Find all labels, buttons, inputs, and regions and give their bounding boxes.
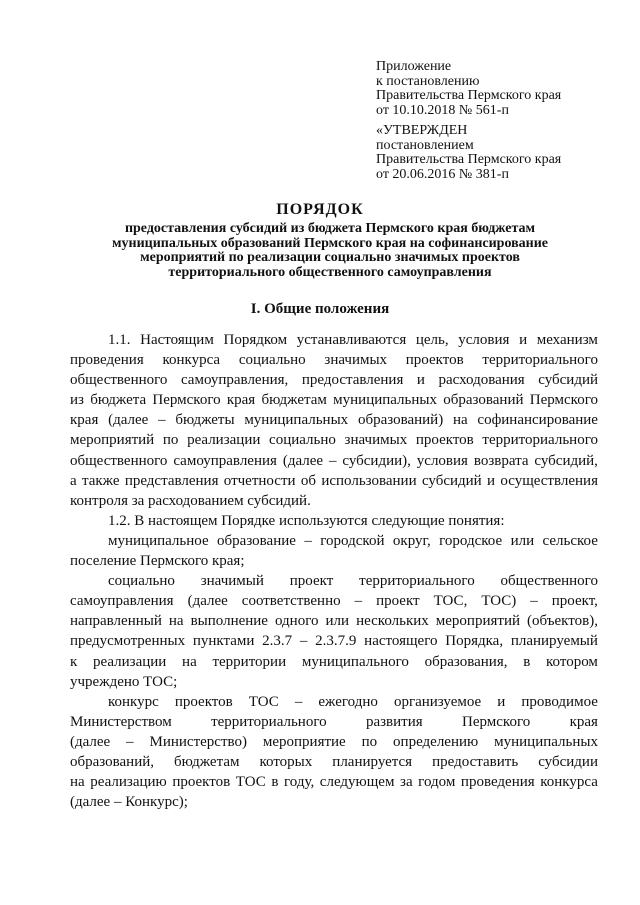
word: – xyxy=(354,593,363,610)
word: ТОС xyxy=(248,693,279,710)
word: или xyxy=(510,532,535,549)
word: территориального xyxy=(482,432,598,449)
document-subtitle xyxy=(80,222,580,280)
word: мероприятий xyxy=(70,432,155,449)
word: настоящего xyxy=(364,633,438,650)
word: к xyxy=(70,653,78,670)
word: по xyxy=(361,733,378,750)
word: образования, xyxy=(424,653,508,670)
word: конкурса xyxy=(540,774,598,791)
paragraph-line xyxy=(70,531,598,551)
word: которых xyxy=(259,753,313,770)
word: об xyxy=(300,472,316,489)
word: муниципальных xyxy=(333,392,437,409)
appendix-note xyxy=(376,60,616,118)
word: планируемый xyxy=(510,633,598,650)
paragraph-line xyxy=(70,390,598,410)
word: значимых xyxy=(344,432,408,449)
word: территории xyxy=(212,653,287,670)
word: образований xyxy=(443,392,524,409)
word: выполнение xyxy=(190,613,268,630)
subtitle-line: предоставления субсидий из бюджета Пермского края бюджетам xyxy=(124,221,536,236)
word: – xyxy=(126,733,134,750)
word: соответственно xyxy=(241,593,341,610)
paragraph-line: (далее – Конкурс); xyxy=(70,794,188,811)
word: субсидий, xyxy=(534,452,598,469)
word: проект xyxy=(289,573,334,590)
word: конкурс xyxy=(108,693,159,710)
word: сельское xyxy=(542,532,598,549)
paragraph-line xyxy=(70,712,598,732)
appendix-line: к постановлению xyxy=(376,73,480,89)
word: проведения xyxy=(70,352,144,369)
word: муниципального xyxy=(301,653,409,670)
word: Порядка, xyxy=(445,633,504,650)
paragraph-line xyxy=(70,591,598,611)
word: образование xyxy=(217,532,296,549)
word: конкурса xyxy=(162,352,221,369)
appendix-line: Правительства Пермского края xyxy=(376,88,562,103)
word: образований) xyxy=(357,412,444,429)
paragraph-line xyxy=(70,772,598,792)
word: а xyxy=(70,472,77,489)
paragraph-line: 1.2. В настоящем Порядке используются следующие понятия: xyxy=(108,512,505,529)
word: расходования xyxy=(438,372,525,389)
word: бюджета xyxy=(90,392,147,409)
word: на xyxy=(452,412,468,429)
word: (далее xyxy=(70,733,111,750)
word: самоуправления, xyxy=(180,372,289,389)
word: годом xyxy=(418,774,456,791)
word: Порядком xyxy=(223,332,288,348)
word: проведения xyxy=(460,774,535,791)
word: также xyxy=(81,472,120,489)
word: реализации xyxy=(93,653,167,670)
word: проект, xyxy=(551,593,598,610)
word: округ, xyxy=(392,532,431,549)
word: ТОС) xyxy=(481,593,517,610)
word: значимый xyxy=(200,573,264,590)
word: общественного xyxy=(500,573,598,590)
word: и xyxy=(416,372,425,389)
word: софинансирование xyxy=(477,412,598,429)
word: в xyxy=(523,653,531,670)
paragraph-line xyxy=(70,451,598,471)
paragraph-line xyxy=(70,471,598,491)
word: муниципальных xyxy=(494,733,598,750)
subtitle-line: мероприятий по реализации социально значимых проектов xyxy=(140,250,520,265)
approved-line: «УТВЕРЖДЕН xyxy=(376,123,468,138)
paragraph-line xyxy=(70,350,598,370)
paragraph-line xyxy=(70,330,598,350)
word: муниципальное xyxy=(108,532,209,549)
subtitle-line: муниципальных образований Пермского края на софинансирование xyxy=(111,235,549,251)
word: проводимое xyxy=(521,693,598,710)
approval-stamp-text xyxy=(376,124,616,182)
word: ТОС, xyxy=(433,593,468,610)
word: представления xyxy=(124,472,219,489)
word: отчетности xyxy=(223,472,296,489)
word: (далее xyxy=(187,593,228,610)
word: (объектов), xyxy=(527,613,598,630)
word: бюджетам xyxy=(174,753,240,770)
word: на xyxy=(182,653,197,670)
word: или xyxy=(325,613,350,630)
word: самоуправления xyxy=(70,593,174,610)
paragraph-line xyxy=(70,752,598,772)
word: проектов xyxy=(415,432,474,449)
word: одного xyxy=(274,613,319,630)
paragraph-line: учреждено ТОС; xyxy=(70,673,178,690)
word: бюджетам xyxy=(261,392,327,409)
word: году, xyxy=(284,774,315,791)
word: городской xyxy=(320,532,385,549)
word: территориального xyxy=(359,573,475,590)
appendix-line: от 10.10.2018 № 561-п xyxy=(376,102,509,118)
word: цель, xyxy=(415,332,449,348)
word: на xyxy=(168,613,184,630)
word: Пермского xyxy=(152,392,221,409)
word: планируется xyxy=(332,753,413,770)
word: в xyxy=(271,774,279,791)
word: нескольких xyxy=(356,613,429,630)
word: 1.1. xyxy=(108,332,131,348)
word: социально xyxy=(108,573,175,590)
section-heading: I. Общие положения xyxy=(250,301,390,317)
word: края xyxy=(70,412,99,429)
word: предоставить xyxy=(432,753,519,770)
word: – xyxy=(304,532,312,549)
word: городское xyxy=(439,532,503,549)
word: и xyxy=(497,693,506,710)
word: Пермского xyxy=(529,392,598,409)
word: общественного xyxy=(70,372,168,389)
word: проектов xyxy=(172,774,231,791)
word: условия xyxy=(458,332,510,348)
word: – xyxy=(530,593,538,610)
word: Министерство) xyxy=(149,733,247,750)
word: социально xyxy=(238,352,306,369)
word: пунктами xyxy=(192,633,255,650)
word: использовании xyxy=(321,472,417,489)
word: Министерством xyxy=(70,713,172,730)
word: направленный xyxy=(70,613,162,630)
word: на xyxy=(70,774,85,791)
word: из xyxy=(70,392,84,409)
word: 2.3.7.9 xyxy=(315,633,357,650)
word: предоставления xyxy=(301,372,404,389)
word: реализации xyxy=(187,432,261,449)
word: общественного xyxy=(70,452,168,469)
word: устанавливаются xyxy=(296,332,407,348)
word: – xyxy=(294,693,303,710)
word: Настоящим xyxy=(140,332,214,348)
word: субсидий xyxy=(421,472,482,489)
word: территориального xyxy=(482,352,598,369)
word: предусмотренных xyxy=(70,633,186,650)
word: (далее xyxy=(282,452,324,469)
paragraph-line: контроля за расходованием субсидий. xyxy=(70,492,311,509)
word: и xyxy=(487,472,496,489)
word: мероприятий xyxy=(435,613,520,630)
word: ежегодно xyxy=(318,693,378,710)
approved-line: постановлением xyxy=(376,137,474,153)
word: развития xyxy=(365,713,423,730)
paragraph-line xyxy=(70,430,598,450)
word: Пермского xyxy=(462,713,531,730)
word: бюджеты xyxy=(175,412,235,429)
word: проект xyxy=(376,593,420,610)
word: реализацию xyxy=(90,774,167,791)
paragraph-line xyxy=(70,611,598,631)
word: – xyxy=(158,412,166,429)
paragraph-line xyxy=(70,370,598,390)
word: по xyxy=(162,432,179,449)
word: котором xyxy=(546,653,598,670)
word: субсидии xyxy=(538,753,598,770)
word: возврата xyxy=(473,452,529,469)
word: и xyxy=(519,332,528,348)
paragraph-line xyxy=(70,571,598,591)
word: за xyxy=(400,774,413,791)
word: проектов xyxy=(405,352,464,369)
document-title: ПОРЯДОК xyxy=(276,201,364,218)
document-body xyxy=(70,330,598,812)
approved-line: Правительства Пермского края xyxy=(376,152,562,167)
paragraph-line xyxy=(70,652,598,672)
word: образований, xyxy=(70,753,155,770)
word: механизм xyxy=(536,332,598,348)
word: условия xyxy=(416,452,468,469)
paragraph-line xyxy=(70,692,598,712)
word: муниципальных xyxy=(244,412,349,429)
word: осуществления xyxy=(500,472,598,489)
word: субсидий xyxy=(538,372,598,389)
word: самоуправления xyxy=(173,452,277,469)
word: социально xyxy=(269,432,336,449)
word: следующем xyxy=(319,774,395,791)
subtitle-line: территориального общественного самоуправления xyxy=(168,264,492,280)
paragraph-line xyxy=(70,732,598,752)
word: – xyxy=(299,633,308,650)
word: проектов xyxy=(174,693,233,710)
word: – xyxy=(328,452,337,469)
paragraph-line: поселение Пермского края; xyxy=(70,553,245,570)
word: субсидии), xyxy=(342,452,411,469)
word: края xyxy=(569,713,598,730)
word: края xyxy=(226,392,256,409)
word: территориального xyxy=(211,713,327,730)
word: определению xyxy=(393,733,479,750)
appendix-line: Приложение xyxy=(376,59,452,74)
word: значимых xyxy=(324,352,388,369)
word: 2.3.7 xyxy=(262,633,293,650)
approved-line: от 20.06.2016 № 381-п xyxy=(376,166,509,182)
paragraph-line xyxy=(70,410,598,430)
word: ТОС xyxy=(235,774,266,791)
word: мероприятие xyxy=(262,733,346,750)
word: организуемое xyxy=(393,693,482,710)
word: (далее xyxy=(108,412,149,429)
paragraph-line xyxy=(70,631,598,651)
